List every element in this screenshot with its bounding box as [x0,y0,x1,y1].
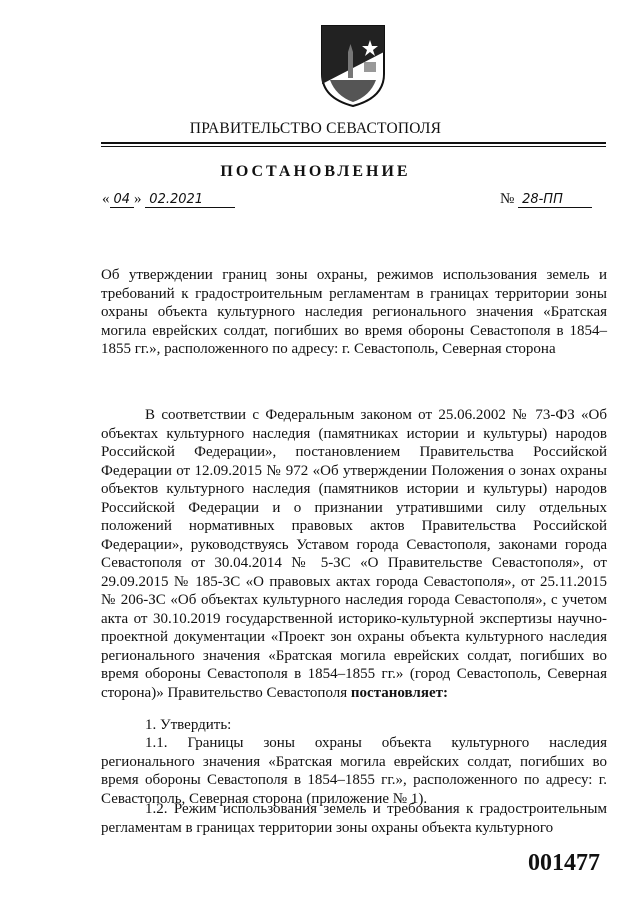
header-rule-thick [101,142,606,144]
document-type: ПОСТАНОВЛЕНИЕ [220,163,411,180]
document-subject: Об утверждении границ зоны охраны, режимов использования земель и требований к градостроительным регламентам в границах территории зоны охраны объекта культурного наследия регионального значения «Братская могила еврейских солдат, погибших во время обороны Севастополя в 1854–1855 гг.», расположенного по адресу: г. Севастополь, Северная сторона [101,267,607,357]
preamble-resolves: постановляет: [350,684,448,701]
item-1: 1. Утвердить: [145,717,232,733]
document-number [500,191,592,208]
preamble-paragraph [101,406,607,702]
number-value: 28-ПП [518,192,592,208]
government-title: ПРАВИТЕЛЬСТВО СЕВАСТОПОЛЯ [189,120,442,137]
item-1-1: 1.1. Границы зоны охраны объекта культурного наследия регионального значения «Братская могила еврейских солдат, погибших во время обороны Севастополя в 1854–1855 гг.», расположенного по адресу: г. Севастополь, Северная сторона (приложение № 1). [101,735,607,807]
date-quote-close: » [134,191,142,207]
date-day: 04 [110,192,135,208]
sevastopol-coat-of-arms-icon [320,22,386,108]
header-rule-thin [101,146,606,147]
item-1-2: 1.2. Режим использования земель и требования к градостроительным регламентам в границах территории зоны охраны объекта культурного [101,801,607,836]
number-label: № [500,191,515,207]
date-quote-open: « [102,191,110,207]
date-month-year: 02.2021 [145,192,235,208]
document-date [102,191,235,208]
form-serial-number: 001477 [528,850,600,876]
preamble-text: В соответствии с Федеральным законом от 25.06.2002 № 73-ФЗ «Об объектах культурного наследия (памятниках истории и культуры) народов Российской Федерации», постановлением Правительства Российской Федерации от 12.09.2015 № 972 «Об утверждении Положения о зонах охраны объектов культурного наследия (памятников истории и культуры) народов Российской Федерации и о признании утратившими силу отдельных положений нормативных правовых актов Правительства Российской Федерации», руководствуясь Уставом города Севастополя, законами города Севастополя от 30.04.2014 № 5-ЗС «О Правительстве Севастополя», от 29.09.2015 № 185-ЗС «О правовых актах города Севастополя», от 25.11.2015 № 206-ЗС «Об объектах культурного наследия города Севастополя», с учетом акта от 30.10.2019 государственной историко-культурной экспертизы научно-проектной документации «Проект зон охраны объекта культурного наследия регионального значения «Братская могила еврейских солдат, погибших во время обороны Севастополя в 1854–1855 гг.» (город Севастополь, Северная сторона)» Правительство Севастополя [101,407,607,701]
